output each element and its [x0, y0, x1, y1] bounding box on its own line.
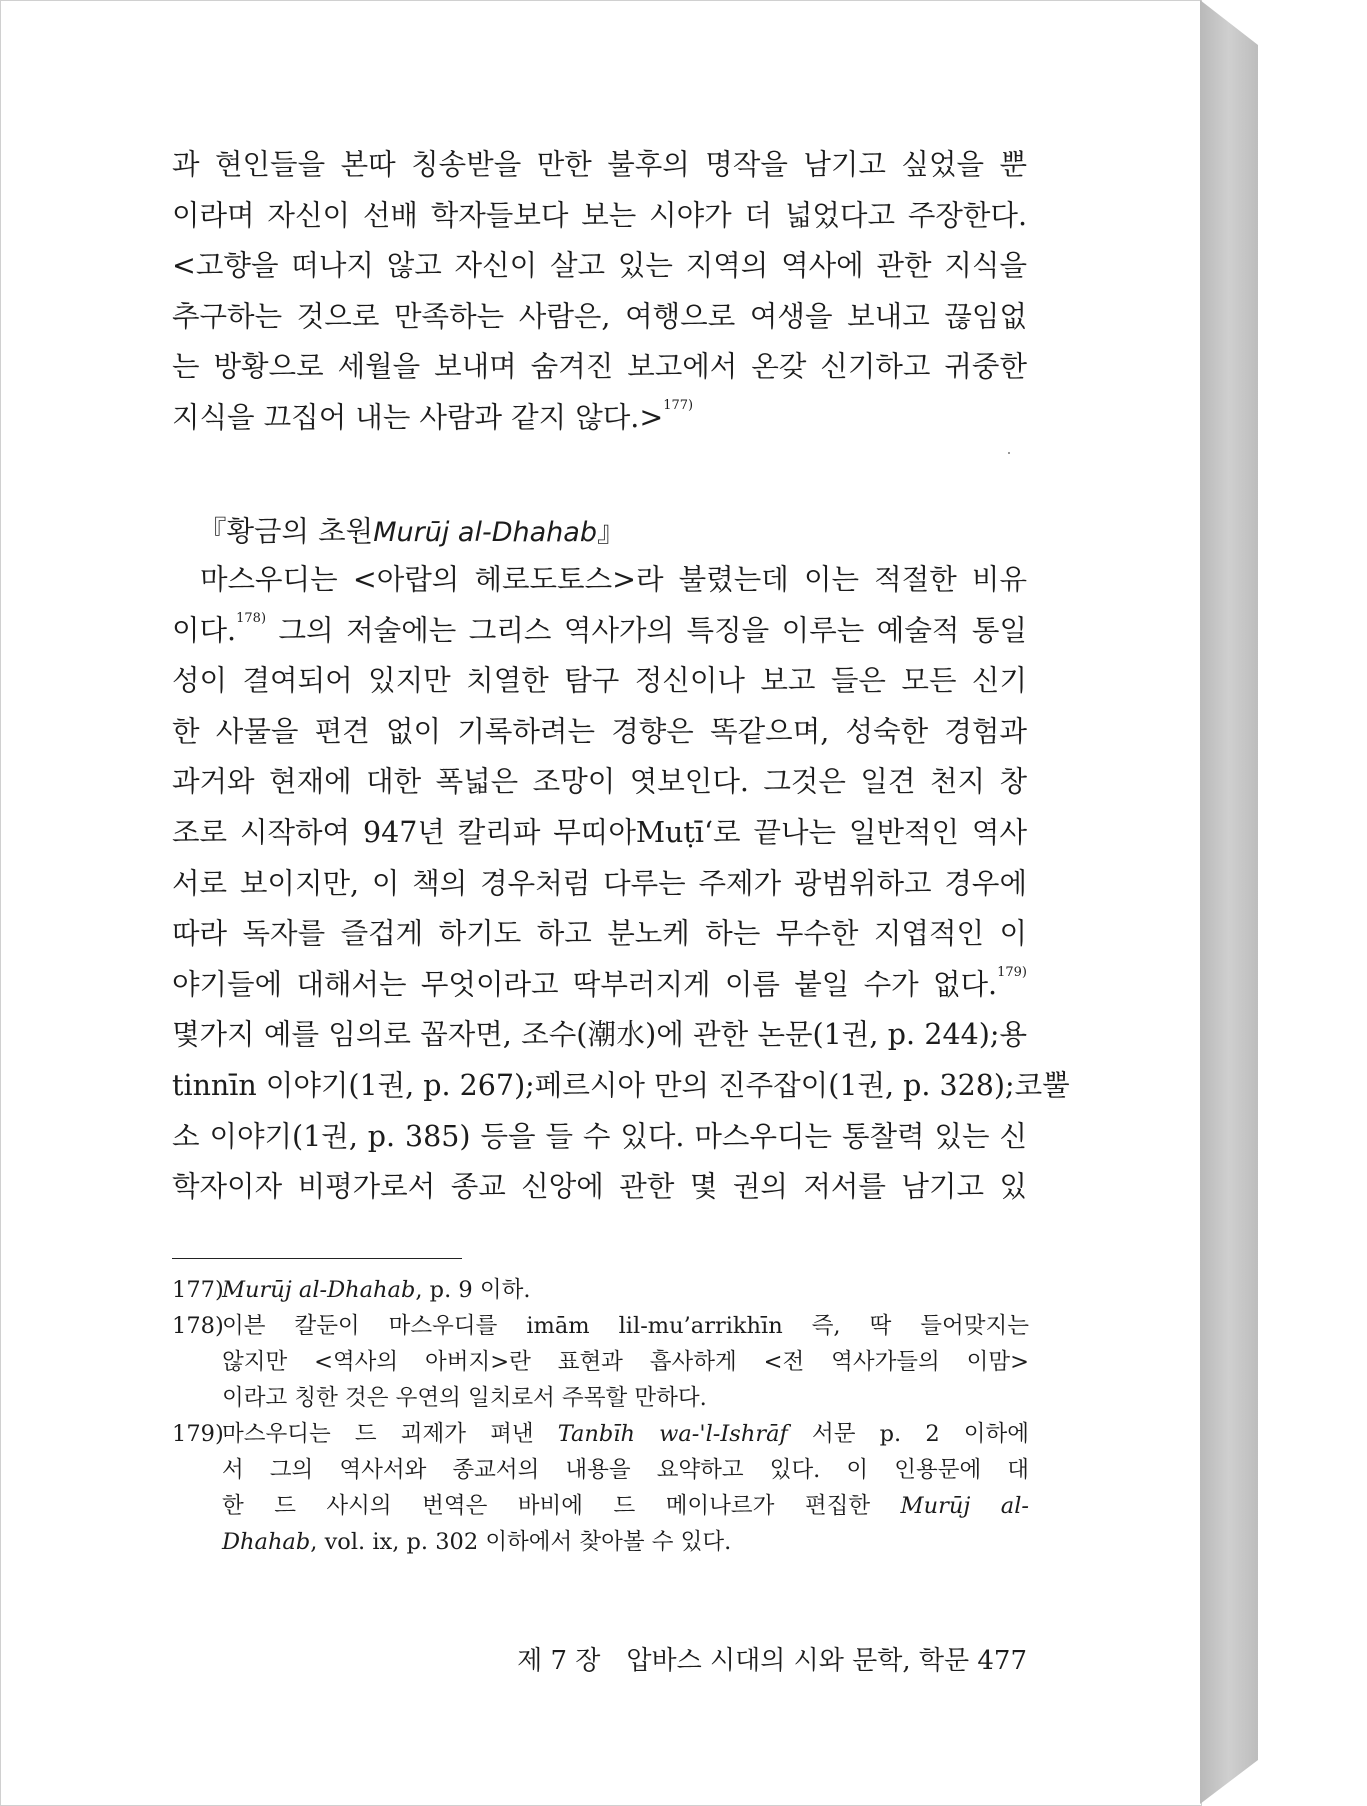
heading-prefix: 『황금의 초원 [198, 515, 374, 548]
footnote-separator [172, 1258, 462, 1259]
footnote-line [172, 1416, 1029, 1452]
footnote-italic: Dhahab [222, 1529, 311, 1555]
text-line: 는 방황으로 세월을 보내며 숨겨진 보고에서 온갖 신기하고 귀중한 [172, 350, 1027, 384]
running-footer [517, 1641, 1027, 1681]
text-segment: 이다. [172, 613, 237, 647]
text-line: <고향을 떠나지 않고 자신이 살고 있는 지역의 역사에 관한 지식을 [172, 249, 1027, 283]
text-line: 한 사물을 편견 없이 기록하려는 경향은 똑같으며, 성숙한 경험과 [172, 714, 1027, 748]
text-line: tinnīn 이야기(1권, p. 267);페르시아 만의 진주잡이(1권, p. 328);코뿔 [172, 1068, 1070, 1102]
chapter-label: 제 7 장 [517, 1646, 601, 1676]
footnote-text: 이븐 칼둔이 마스우디를 imām lil-mu’arrikhīn 즉, 딱 들어맞지는 [222, 1313, 1029, 1339]
heading-title-italic: Murūj al-Dhahab [373, 517, 597, 548]
text-line: 마스우디는 <아랍의 헤로도토스>라 불렸는데 이는 적절한 비유 [200, 563, 1027, 596]
footnote-line [172, 1488, 1029, 1524]
text-line: 학자이자 비평가로서 종교 신앙에 관한 몇 권의 저서를 남기고 있 [172, 1170, 1027, 1204]
text-line: 따라 독자를 즐겁게 하기도 하고 분노케 하는 무수한 지엽적인 이 [172, 917, 1027, 951]
text-line: 서로 보이지만, 이 책의 경우처럼 다루는 주제가 광범위하고 경우에 [172, 866, 1027, 900]
text-line: 이라며 자신이 선배 학자들보다 보는 시야가 더 넓었다고 주장한다. [172, 198, 1027, 232]
footnote-ref-179[interactable]: 179) [997, 964, 1027, 980]
heading-suffix: 』 [596, 515, 626, 548]
chapter-title: 압바스 시대의 시와 문학, 학문 [626, 1646, 970, 1676]
footnote-ref-178[interactable]: 178) [236, 610, 267, 626]
text-line [172, 960, 1027, 1011]
footnote-text: 서문 p. 2 이하에 [787, 1421, 1030, 1447]
text-segment: 그의 저술에는 그리스 역사가의 특징을 이루는 예술적 통일 [266, 613, 1027, 647]
footnote-text: 마스우디는 드 괴제가 펴낸 [222, 1421, 558, 1447]
footnote-line: 서 그의 역사서와 종교서의 내용을 요약하고 있다. 이 인용문에 대 [222, 1457, 1029, 1483]
text-line [172, 606, 1027, 657]
text-segment: 야기들에 대해서는 무엇이라고 딱부러지게 이름 붙일 수가 없다. [172, 967, 998, 1001]
footnote-line [172, 1308, 1029, 1344]
footnote-text: 한 드 사시의 번역은 바비에 드 메이나르가 편집한 [222, 1493, 901, 1519]
footnote-number: 179) [172, 1421, 224, 1447]
footnote-line [172, 1272, 1029, 1308]
footnote-text: , p. 9 이하. [415, 1277, 531, 1303]
page-number: 477 [977, 1646, 1027, 1676]
text-line: 성이 결여되어 있지만 치열한 탐구 정신이나 보고 들은 모든 신기 [172, 664, 1027, 698]
text-line: 추구하는 것으로 만족하는 사람은, 여행으로 여생을 보내고 끊임없 [172, 299, 1027, 333]
footnote-number: 178) [172, 1313, 224, 1339]
footnote-ref-177[interactable]: 177) [663, 397, 694, 413]
text-segment: 지식을 끄집어 내는 사람과 같지 않다.> [172, 400, 664, 434]
footnote-italic: Murūj al-Dhahab [222, 1277, 416, 1303]
footnote-text: , vol. ix, p. 302 이하에서 찾아볼 수 있다. [310, 1529, 732, 1555]
footnote-178 [172, 1308, 1029, 1416]
footnote-177 [172, 1272, 1029, 1308]
text-line: 과거와 현재에 대한 폭넓은 조망이 엿보인다. 그것은 일견 천지 창 [172, 765, 1027, 799]
footnote-number: 177) [172, 1277, 224, 1303]
footnote-italic: Murūj al- [900, 1493, 1029, 1519]
paragraph-2 [172, 555, 1070, 1213]
footnotes [172, 1272, 1029, 1560]
section-heading [198, 512, 625, 553]
footnote-179 [172, 1416, 1029, 1560]
footnote-italic: Tanbīh wa-'l-Ishrāf [557, 1421, 788, 1447]
text-line: 조로 시작하여 947년 칼리파 무띠아Muṭī‘로 끝나는 일반적인 역사 [172, 815, 1027, 849]
speck [1008, 452, 1010, 454]
footnote-line: 않지만 <역사의 아버지>란 표현과 흡사하게 <전 역사가들의 이맘> [222, 1349, 1029, 1375]
footnote-line [172, 1524, 1029, 1560]
text-line: 과 현인들을 본따 칭송받을 만한 불후의 명작을 남기고 싶었을 뿐 [172, 148, 1027, 181]
paragraph-1 [172, 140, 1027, 444]
footnote-line: 이라고 칭한 것은 우연의 일치로서 주목할 만하다. [222, 1385, 707, 1411]
text-line: 몇가지 예를 임의로 꼽자면, 조수(潮水)에 관한 논문(1권, p. 244);용 [172, 1018, 1027, 1052]
text-line [172, 393, 1027, 444]
book-edge [1200, 0, 1258, 1804]
text-line: 소 이야기(1권, p. 385) 등을 들 수 있다. 마스우디는 통찰력 있는 신 [172, 1119, 1027, 1153]
